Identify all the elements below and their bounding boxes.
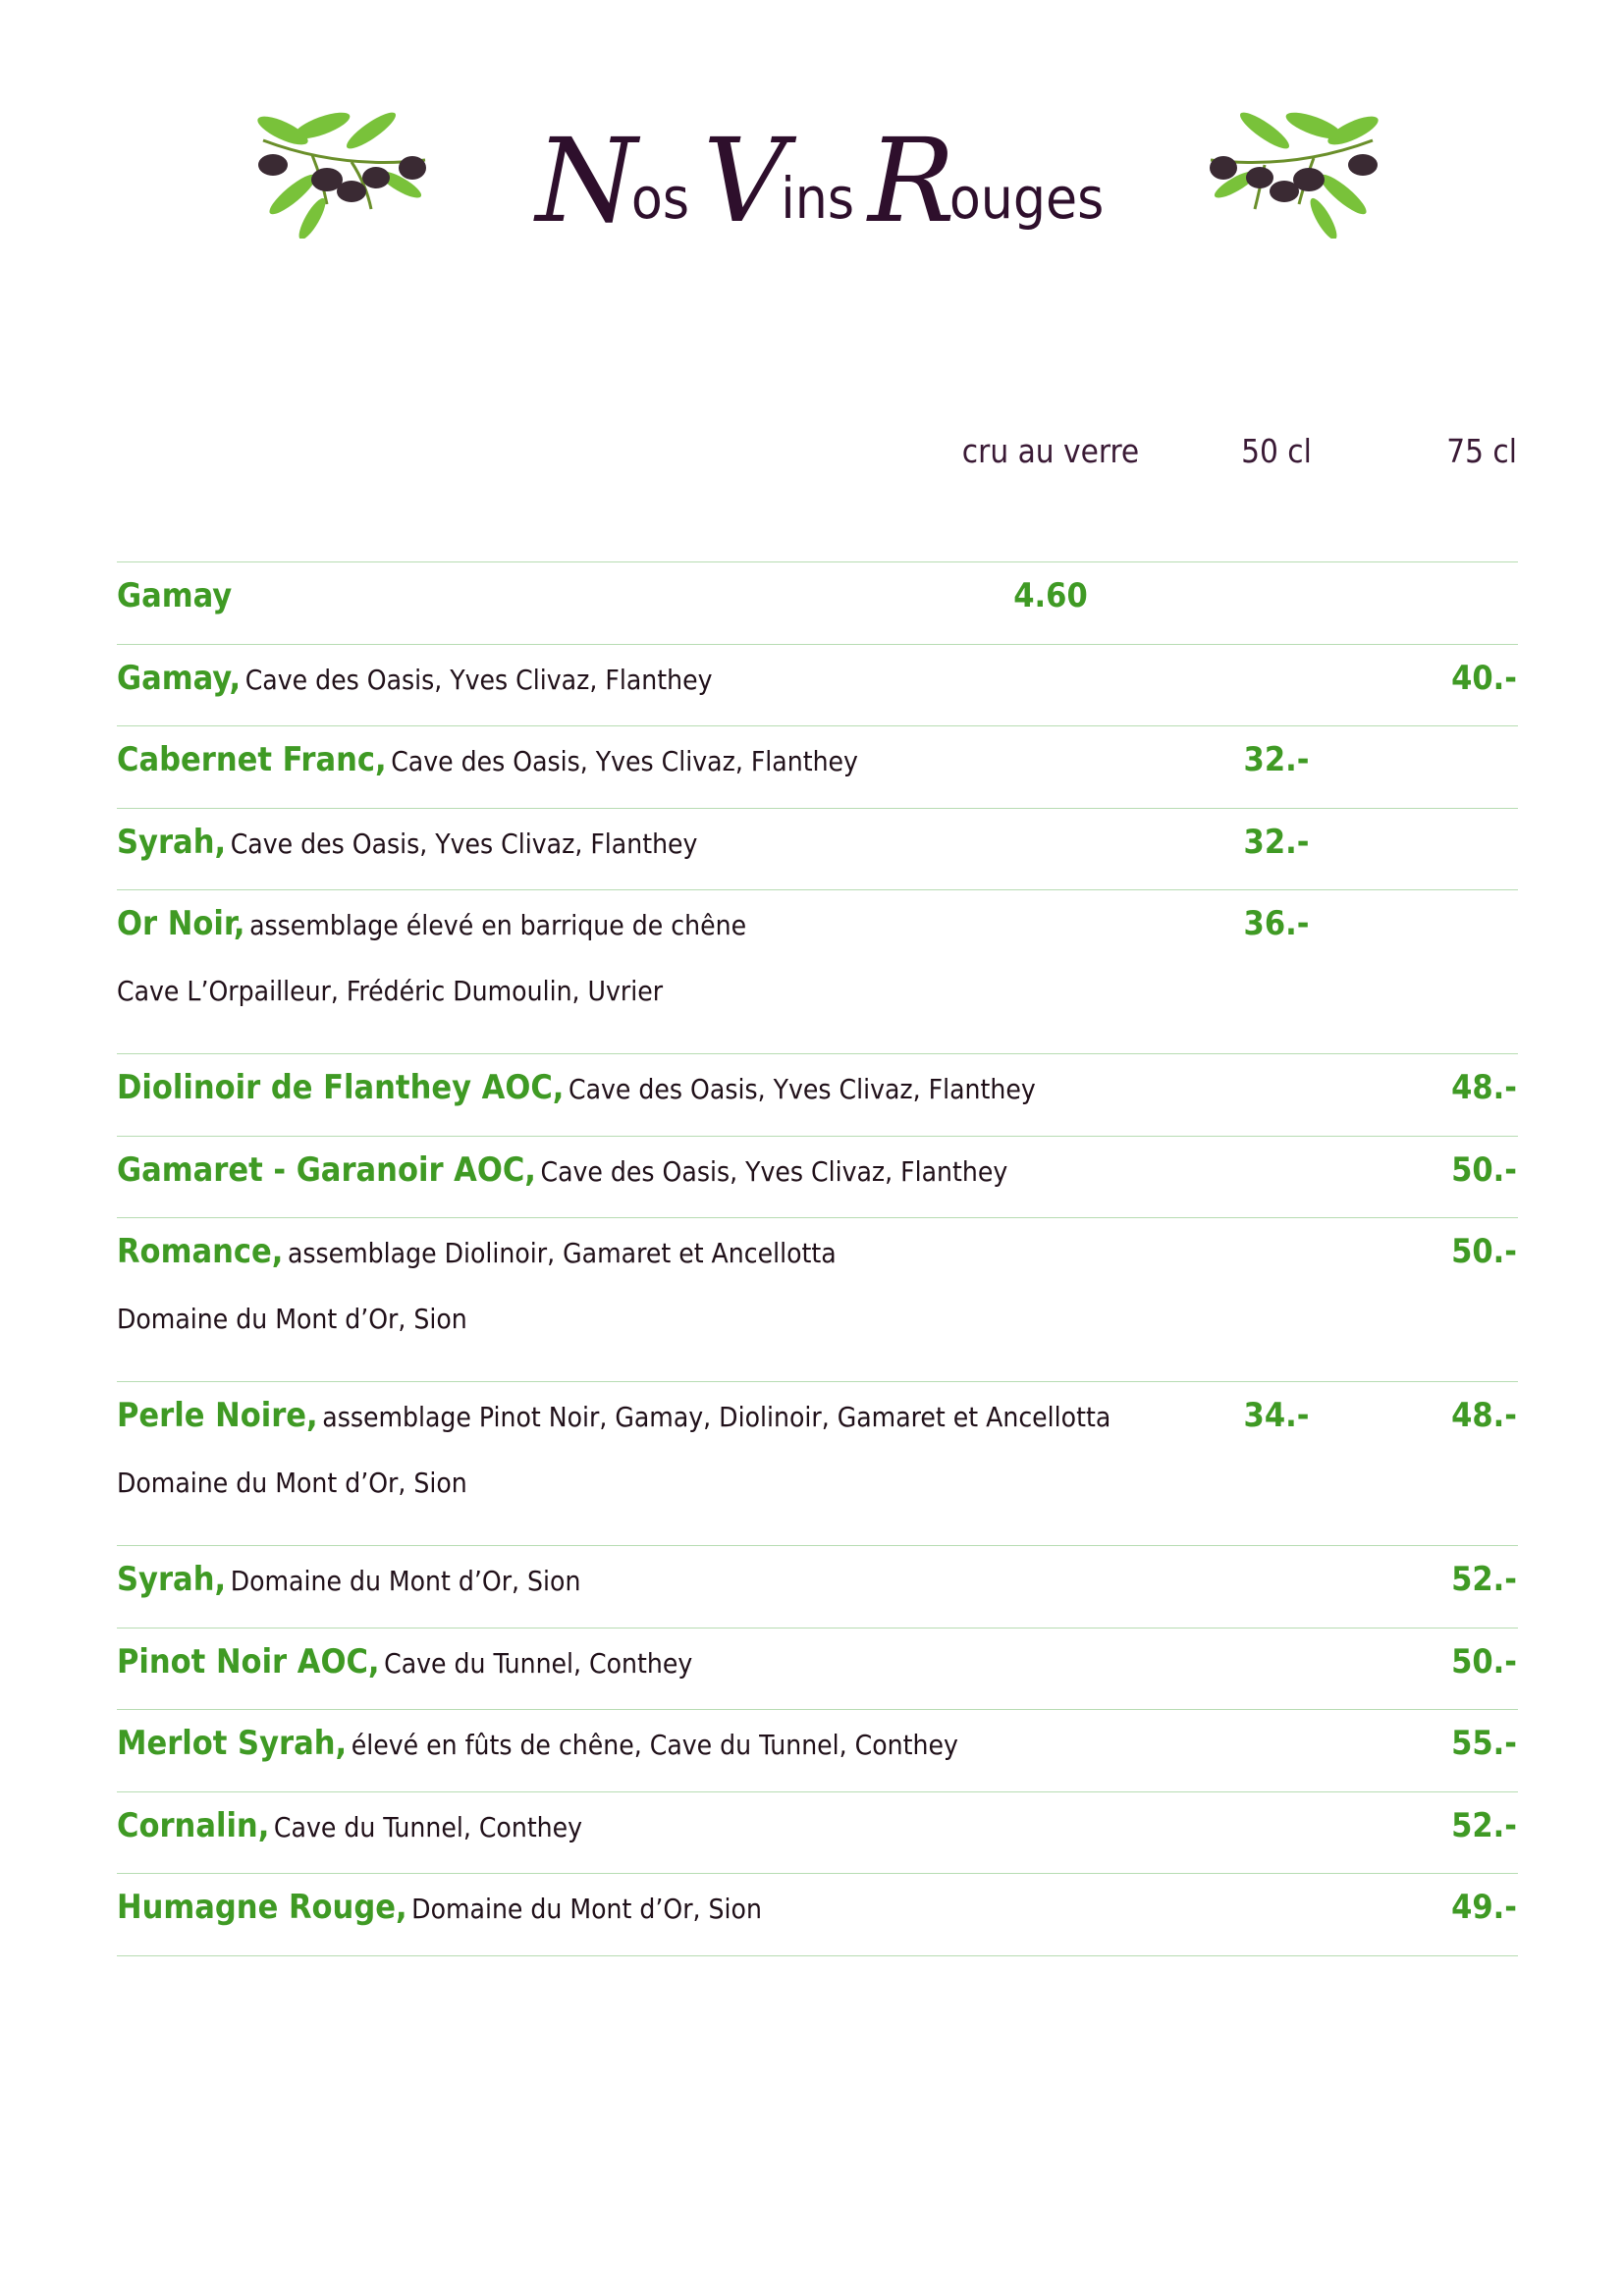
wine-description: assemblage Pinot Noir, Gamay, Diolinoir, Gamaret et Ancellotta (322, 1401, 1111, 1433)
wine-name: Diolinoir de Flanthey AOC, (117, 1068, 565, 1107)
wine-line (117, 1642, 692, 1682)
price-75cl: 50.- (1451, 1232, 1517, 1271)
wine-description: assemblage élevé en barrique de chêne (249, 909, 747, 941)
wine-row (117, 1629, 1518, 1711)
price-glass: 4.60 (1013, 576, 1088, 615)
wine-description: assemblage Diolinoir, Gamaret et Ancellotta (287, 1237, 837, 1269)
title-rest: os (630, 165, 690, 232)
wine-row (117, 726, 1518, 809)
price-75cl: 50.- (1451, 1641, 1517, 1682)
wine-row (117, 562, 1518, 645)
wine-description: élevé en fûts de chêne, Cave du Tunnel, Conthey (351, 1729, 958, 1761)
price-75cl: 52.- (1451, 1805, 1517, 1845)
wine-name: Perle Noire, (117, 1396, 318, 1435)
wine-row (117, 1137, 1518, 1219)
wine-row (117, 645, 1518, 727)
wine-row (117, 1546, 1518, 1629)
wine-name: Cabernet Franc, (117, 740, 387, 779)
wine-name: Syrah, (117, 1560, 227, 1599)
wine-line (117, 740, 858, 780)
price-75cl: 40.- (1451, 658, 1517, 698)
column-header-glass: cru au verre (961, 432, 1140, 470)
wine-description: Cave des Oasis, Yves Clivaz, Flanthey (568, 1073, 1036, 1105)
wine-description: Cave des Oasis, Yves Clivaz, Flanthey (244, 663, 713, 696)
title-word-3 (868, 113, 1105, 248)
wine-name: Gamay, (117, 658, 242, 698)
wine-line (117, 1724, 958, 1764)
wine-line (117, 823, 697, 863)
wine-description: Cave des Oasis, Yves Clivaz, Flanthey (391, 745, 858, 777)
wine-description: Cave du Tunnel, Conthey (384, 1646, 693, 1680)
wine-line (117, 1068, 1036, 1108)
wine-line (117, 1888, 762, 1928)
header (0, 93, 1624, 250)
wine-name: Humagne Rouge, (117, 1888, 407, 1927)
wine-row (117, 1710, 1518, 1792)
wine-line (117, 1806, 582, 1846)
wine-producer: Domaine du Mont d’Or, Sion (117, 1467, 467, 1499)
title-rest: ins (781, 165, 855, 232)
wine-name: Pinot Noir AOC, (117, 1641, 380, 1682)
wine-line (117, 1150, 1007, 1191)
title-initial: R (868, 113, 949, 248)
price-75cl: 48.- (1451, 1396, 1517, 1435)
title-initial: V (703, 113, 782, 248)
price-75cl: 49.- (1451, 1888, 1517, 1927)
price-50cl: 32.- (1243, 740, 1310, 779)
page-title (461, 111, 1178, 248)
wine-line (117, 1560, 580, 1600)
wine-list (117, 561, 1518, 1956)
wine-line (117, 904, 746, 944)
wine-description: Cave du Tunnel, Conthey (273, 1810, 583, 1843)
wine-line (117, 659, 712, 699)
price-50cl: 32.- (1243, 822, 1310, 862)
wine-name: Syrah, (117, 822, 227, 862)
wine-row (117, 809, 1518, 891)
wine-producer: Cave L’Orpailleur, Frédéric Dumoulin, Uvrier (117, 975, 664, 1007)
wine-line (117, 1232, 837, 1272)
title-rest: ouges (948, 165, 1105, 232)
wine-description: Domaine du Mont d’Or, Sion (411, 1893, 762, 1925)
wine-description: Cave des Oasis, Yves Clivaz, Flanthey (230, 827, 698, 860)
wine-description: Domaine du Mont d’Or, Sion (230, 1565, 581, 1597)
olive-branch-icon (253, 101, 430, 239)
wine-line (117, 1396, 1110, 1436)
wine-name: Gamaret - Garanoir AOC, (117, 1149, 536, 1190)
wine-row (117, 1382, 1518, 1546)
title-initial: N (535, 113, 631, 248)
price-75cl: 55.- (1451, 1724, 1517, 1763)
title-word-1 (535, 113, 690, 248)
wine-name: Merlot Syrah, (117, 1724, 348, 1763)
wine-name: Romance, (117, 1232, 284, 1271)
wine-name: Gamay (117, 576, 233, 615)
price-75cl: 52.- (1451, 1560, 1517, 1599)
wine-producer: Domaine du Mont d’Or, Sion (117, 1303, 467, 1335)
olive-branch-icon (1206, 101, 1382, 239)
title-word-2 (703, 113, 855, 248)
column-header-75cl: 75 cl (1446, 432, 1517, 470)
price-50cl: 34.- (1243, 1396, 1310, 1435)
price-75cl: 48.- (1451, 1068, 1517, 1107)
wine-line (117, 576, 232, 616)
column-header-50cl: 50 cl (1241, 432, 1312, 470)
wine-name: Cornalin, (117, 1805, 270, 1845)
wine-row (117, 1792, 1518, 1875)
wine-description: Cave des Oasis, Yves Clivaz, Flanthey (540, 1154, 1008, 1188)
wine-row (117, 1054, 1518, 1137)
wine-row (117, 1874, 1518, 1956)
wine-row (117, 1218, 1518, 1382)
price-75cl: 50.- (1451, 1149, 1517, 1190)
wine-name: Or Noir, (117, 904, 245, 943)
wine-row (117, 890, 1518, 1054)
price-50cl: 36.- (1243, 904, 1310, 943)
